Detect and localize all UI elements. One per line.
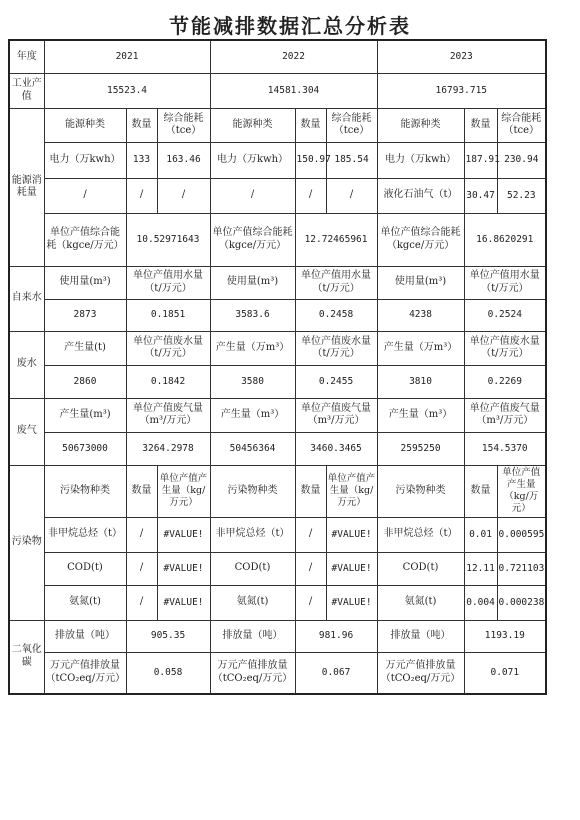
pollutant-qty-header: 数量 <box>126 465 157 517</box>
year-2021: 2021 <box>44 40 210 73</box>
exhaust-amount-2021: 50673000 <box>44 432 126 465</box>
pollutant-qty: 0.004 <box>464 585 497 620</box>
co2-emission-label: 排放量（吨） <box>210 620 295 652</box>
energy-cell: 52.23 <box>497 178 546 213</box>
pollutant-type-header: 污染物种类 <box>210 465 295 517</box>
energy-cell: 150.97 <box>295 142 326 178</box>
wastewater-amount-header: 产生量（万m³） <box>377 331 464 365</box>
pollutant-unit: #VALUE! <box>157 585 210 620</box>
wastewater-unit-header: 单位产值废水量（t/万元） <box>464 331 546 365</box>
co2-emission-label: 排放量（吨） <box>44 620 126 652</box>
pollutant-qty: / <box>126 517 157 552</box>
energy-cell: 液化石油气（t） <box>377 178 464 213</box>
energy-cell: 187.91 <box>464 142 497 178</box>
energy-total-header: 综合能耗（tce） <box>157 108 210 142</box>
energy-cell: / <box>157 178 210 213</box>
pollutant-qty: 12.11 <box>464 552 497 585</box>
output-label: 工业产值 <box>9 73 44 108</box>
energy-qty-header: 数量 <box>126 108 157 142</box>
pollutant-unit: #VALUE! <box>326 585 377 620</box>
water-usage-header: 使用量(m³) <box>377 266 464 299</box>
pollutant-unit-header: 单位产值产生量（kg/万元） <box>157 465 210 517</box>
energy-qty-header: 数量 <box>295 108 326 142</box>
energy-cell: 电力（万kwh） <box>44 142 126 178</box>
co2-label: 二氧化碳 <box>9 620 44 694</box>
exhaust-unit-header: 单位产值废气量（m³/万元） <box>464 398 546 432</box>
wastewater-unit-header: 单位产值废水量（t/万元） <box>126 331 210 365</box>
wastewater-amount-header: 产生量(t) <box>44 331 126 365</box>
exhaust-amount-2022: 50456364 <box>210 432 295 465</box>
pollutant-qty: / <box>295 517 326 552</box>
pollutant-qty-header: 数量 <box>295 465 326 517</box>
water-unit-2023: 0.2524 <box>464 299 546 331</box>
water-usage-2021: 2873 <box>44 299 126 331</box>
energy-cell: 30.47 <box>464 178 497 213</box>
pollutant-name: 非甲烷总烃（t） <box>210 517 295 552</box>
energy-cell: / <box>44 178 126 213</box>
unit-energy-label: 单位产值综合能耗（kgce/万元） <box>44 213 126 266</box>
co2-unit-label: 万元产值排放量（tCO₂eq/万元） <box>44 652 126 694</box>
pollutant-qty-header: 数量 <box>464 465 497 517</box>
pollutant-name: 氨氮(t) <box>210 585 295 620</box>
energy-cell: / <box>326 178 377 213</box>
energy-cell: 电力（万kwh） <box>210 142 295 178</box>
water-unit-2021: 0.1851 <box>126 299 210 331</box>
pollutant-unit: #VALUE! <box>157 517 210 552</box>
energy-label: 能源消耗量 <box>9 108 44 266</box>
output-2023: 16793.715 <box>377 73 546 108</box>
co2-emission-2023: 1193.19 <box>464 620 546 652</box>
energy-cell: 电力（万kwh） <box>377 142 464 178</box>
energy-cell: 185.54 <box>326 142 377 178</box>
pollutant-unit: 0.000595 <box>497 517 546 552</box>
pollutant-name: 非甲烷总烃（t） <box>377 517 464 552</box>
exhaust-label: 废气 <box>9 398 44 465</box>
exhaust-unit-2023: 154.5370 <box>464 432 546 465</box>
water-label: 自来水 <box>9 266 44 331</box>
co2-unit-2023: 0.071 <box>464 652 546 694</box>
exhaust-amount-2023: 2595250 <box>377 432 464 465</box>
energy-cell: / <box>295 178 326 213</box>
energy-qty-header: 数量 <box>464 108 497 142</box>
co2-emission-2021: 905.35 <box>126 620 210 652</box>
energy-type-header: 能源种类 <box>377 108 464 142</box>
output-2022: 14581.304 <box>210 73 377 108</box>
pollutant-name: COD(t) <box>377 552 464 585</box>
pollutant-unit: #VALUE! <box>326 552 377 585</box>
energy-type-header: 能源种类 <box>44 108 126 142</box>
year-2022: 2022 <box>210 40 377 73</box>
pollutant-type-header: 污染物种类 <box>377 465 464 517</box>
co2-unit-label: 万元产值排放量（tCO₂eq/万元） <box>377 652 464 694</box>
exhaust-unit-2021: 3264.2978 <box>126 432 210 465</box>
wastewater-label: 废水 <box>9 331 44 398</box>
pollutant-unit-header: 单位产值产生量（kg/万元） <box>497 465 546 517</box>
pollutant-name: 氨氮(t) <box>377 585 464 620</box>
energy-cell: 133 <box>126 142 157 178</box>
exhaust-unit-2022: 3460.3465 <box>295 432 377 465</box>
energy-cell: 163.46 <box>157 142 210 178</box>
co2-emission-2022: 981.96 <box>295 620 377 652</box>
output-2021: 15523.4 <box>44 73 210 108</box>
year-header-label: 年度 <box>9 40 44 73</box>
wastewater-amount-header: 产生量（万m³） <box>210 331 295 365</box>
pollutant-name: 氨氮(t) <box>44 585 126 620</box>
co2-unit-label: 万元产值排放量（tCO₂eq/万元） <box>210 652 295 694</box>
unit-energy-label: 单位产值综合能耗（kgce/万元） <box>377 213 464 266</box>
unit-energy-2023: 16.8620291 <box>464 213 546 266</box>
exhaust-amount-header: 产生量（m³） <box>377 398 464 432</box>
pollutant-unit: #VALUE! <box>326 517 377 552</box>
water-usage-2023: 4238 <box>377 299 464 331</box>
energy-total-header: 综合能耗（tce） <box>326 108 377 142</box>
pollutant-name: 非甲烷总烃（t） <box>44 517 126 552</box>
energy-cell: / <box>126 178 157 213</box>
unit-energy-2022: 12.72465961 <box>295 213 377 266</box>
pollutant-name: COD(t) <box>44 552 126 585</box>
water-usage-2022: 3583.6 <box>210 299 295 331</box>
pollutant-qty: 0.01 <box>464 517 497 552</box>
energy-cell: 230.94 <box>497 142 546 178</box>
summary-table <box>8 39 547 695</box>
exhaust-unit-header: 单位产值废气量（m³/万元） <box>295 398 377 432</box>
energy-total-header: 综合能耗（tce） <box>497 108 546 142</box>
water-unit-header: 单位产值用水量（t/万元） <box>295 266 377 299</box>
wastewater-unit-2023: 0.2269 <box>464 365 546 398</box>
wastewater-amount-2023: 3810 <box>377 365 464 398</box>
pollutant-name: COD(t) <box>210 552 295 585</box>
unit-energy-label: 单位产值综合能耗（kgce/万元） <box>210 213 295 266</box>
wastewater-unit-2021: 0.1842 <box>126 365 210 398</box>
co2-emission-label: 排放量（吨） <box>377 620 464 652</box>
water-unit-header: 单位产值用水量（t/万元） <box>126 266 210 299</box>
exhaust-amount-header: 产生量(m³) <box>44 398 126 432</box>
pollutant-type-header: 污染物种类 <box>44 465 126 517</box>
exhaust-unit-header: 单位产值废气量（m³/万元） <box>126 398 210 432</box>
water-usage-header: 使用量(m³) <box>44 266 126 299</box>
pollutant-qty: / <box>295 552 326 585</box>
pollutant-qty: / <box>126 552 157 585</box>
pollutant-unit: 0.000238 <box>497 585 546 620</box>
co2-unit-2022: 0.067 <box>295 652 377 694</box>
co2-unit-2021: 0.058 <box>126 652 210 694</box>
water-usage-header: 使用量(m³) <box>210 266 295 299</box>
pollutant-qty: / <box>126 585 157 620</box>
wastewater-amount-2022: 3580 <box>210 365 295 398</box>
energy-cell: / <box>210 178 295 213</box>
page-title: 节能减排数据汇总分析表 <box>169 14 411 38</box>
pollutant-unit: #VALUE! <box>157 552 210 585</box>
pollutant-label: 污染物 <box>9 465 44 620</box>
pollutant-qty: / <box>295 585 326 620</box>
year-2023: 2023 <box>377 40 546 73</box>
unit-energy-2021: 10.52971643 <box>126 213 210 266</box>
energy-type-header: 能源种类 <box>210 108 295 142</box>
pollutant-unit: 0.721103 <box>497 552 546 585</box>
water-unit-header: 单位产值用水量（t/万元） <box>464 266 546 299</box>
wastewater-unit-header: 单位产值废水量（t/万元） <box>295 331 377 365</box>
water-unit-2022: 0.2458 <box>295 299 377 331</box>
exhaust-amount-header: 产生量（m³） <box>210 398 295 432</box>
wastewater-amount-2021: 2860 <box>44 365 126 398</box>
wastewater-unit-2022: 0.2455 <box>295 365 377 398</box>
pollutant-unit-header: 单位产值产生量（kg/万元） <box>326 465 377 517</box>
